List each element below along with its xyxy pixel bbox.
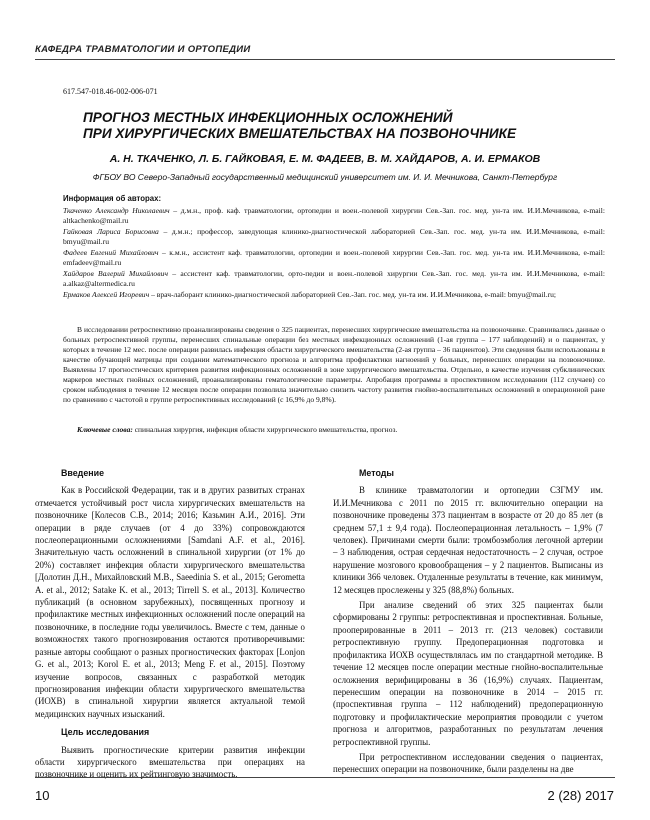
abstract (63, 325, 605, 405)
goal-paragraph: Выявить прогностические критерии развития инфекции области хирургического вмешательства при операциях на позвоночнике и оценить их рейтинговую значимость. (35, 744, 305, 780)
author-name: Фадеев Евгений Михайлович (63, 247, 159, 257)
intro-paragraph: Как в Российской Федерации, так и в других развитых странах отмечается устойчивый рост числа хирургических вмешательств на позвоночнике [Колесов С.В., 2014; 2016; Казьмин А.И., 2016]. Эти операции в ряде случаев (от 4 до 33%) сопровождаются послеоперационными осложнениями [Samdani A.F. et al., 2016]. Значительную часть осложнений в спинальной хирургии (от 1% до 20%) составляет инфекция области хирургического вмешательства [Долотин Д.Н., Михайловский М.В., Saeedinia S. et al., 2015; Gerometta A. et al., 2012; Satake K. et al., 2013; Tirrell S. et al., 2013]. Количество публикаций (в основном зарубежных), посвященных прогнозу и профилактике местных инфекционных осложнений после операций на позвоночнике, в последние годы увеличилось. Вместе с тем, данные о возможностях такого прогнозирования остаются противоречивыми: разные авторы сообщают о разных прогностических факторах [Lonjon G. et al., 2013; Korol E. et al., 2013; Meng F. et al., 2015]. Поэтому изучение вопросов, связанных с разработкой методик прогнозирования инфекции области хирургического вмешательства (ИОХВ) в спинальной хирургии является актуальной темой медицинских научных изысканий. (35, 485, 305, 719)
left-column (35, 467, 305, 784)
intro-heading: Введение (61, 468, 105, 478)
author-name: Хайдаров Валерий Михайлович (63, 268, 168, 278)
methods-paragraph-3: При ретроспективном исследовании сведения о пациентах, перенесших операции на позвоночнике, были разделены на две (333, 751, 603, 775)
author-info-heading: Информация об авторах: (63, 194, 162, 203)
author-details: – к.м.н., ассистент каф. травматологии, ортопедии и воен.-полевой хирургии Сев.-Зап. гос. мед. ун-та им. И.И.Мечникова, e-mail: emfadeev@mail.ru (63, 247, 605, 267)
author-name: Ткаченко Александр Николаевич (63, 205, 170, 215)
author-info-item (63, 206, 605, 227)
page-number: 10 (35, 788, 50, 803)
keywords-label: Ключевые слова: (77, 425, 133, 434)
author-name: Ермаков Алексей Игоревич (63, 289, 150, 299)
udc-code: 617.547-018.46-002-006-071 (63, 87, 158, 96)
journal-section-header: КАФЕДРА ТРАВМАТОЛОГИИ И ОРТОПЕДИИ (35, 44, 251, 55)
issue-number: 2 (28) 2017 (547, 788, 614, 803)
methods-paragraph-2: При анализе сведений об этих 325 пациентах были сформированы 2 группы: ретроспективная и проспективная. Больные, прооперированные в 2011 – 2013 гг. (213 человек) составили ретроспективную группу. Предоперационная подготовка и профилактика ИОХВ осуществлялась им по стандартной методике. В течение 12 месяцев после операции местные гнойно-воспалительные осложнения верифицированы в 36 (16,9%) случаях. Пациентам, перенесшим операции на позвоночнике в 2014 – 2015 гг. (проспективная группа – 112 наблюдений) предоперационную подготовку и профилактические мероприятия проводили с учетом прогноза и алгоритмов, разработанных по результатам лечения ретроспективной группы. (333, 600, 603, 747)
author-details: – д.м.н.; профессор, заведующая клинико-диагностической лабораторией Сев.-Зап. гос. мед. ун-та им. И.И.Мечникова, e-mail: bmyu@mail.ru (63, 226, 605, 246)
methods-heading: Методы (359, 468, 394, 478)
right-column (333, 467, 603, 779)
author-name: Гайковая Лариса Борисовна (63, 226, 159, 236)
title-line-1: ПРОГНОЗ МЕСТНЫХ ИНФЕКЦИОННЫХ ОСЛОЖНЕНИЙ (83, 110, 453, 125)
author-info-item (63, 269, 605, 290)
abstract-text: В исследовании ретроспективно проанализированы сведения о 325 пациентах, перенесших хирургические вмешательства на позвоночнике. Сравнивались данные о больных ретроспективной группы, перенесших спинальные операции без местных инфекционных осложнений (1-ая группа – 177 наблюдений) и о пациентах, у которых в течение 12 мес. после операции развилась инфекция области хирургического вмешательства (2-ая группа – 36 пациентов). Эти сведения были использованы в качестве обучающей матрицы при создании математического прогноза и алгоритма профилактики нагноений у больных, перенесших операции на позвоночнике. Выявлены 17 прогностических критериев развития инфекционных осложнений в зоне хирургического вмешательства. Отдельно, в качестве изучения субклинических маркеров местных гнойных осложнений, проанализированы гематологические параметры. Апробация программы в проспективном исследовании (112 случаев) со сроком наблюдения в течение 12 месяцев после операции позволила значительно снизить частоту развития гнойно-воспалительных осложнений в операционной ране по сравнению с частотой в группе ретроспективных исследований (с 16,9% до 9,8%). (63, 325, 605, 404)
author-info-item (63, 248, 605, 269)
goal-heading: Цель исследования (61, 727, 150, 738)
header-divider (35, 59, 615, 60)
article-title (83, 110, 583, 142)
article-institution: ФГБОУ ВО Северо-Западный государственный медицинский университет им. И. И. Мечникова, Санкт-Петербург (92, 172, 558, 182)
author-details: – д.м.н., проф. каф. травматологии, ортопедии и воен.-полевой хирургии Сев.-Зап. гос. мед. ун-та им. И.И.Мечникова, e-mail: altkachenko@mail.ru (63, 205, 605, 225)
title-line-2: ПРИ ХИРУРГИЧЕСКИХ ВМЕШАТЕЛЬСТВАХ НА ПОЗВОНОЧНИКЕ (83, 126, 517, 141)
footer-divider (35, 777, 615, 778)
keywords (63, 425, 605, 435)
author-info-item (63, 227, 605, 248)
keywords-text: спинальная хирургия, инфекция области хирургического вмешательства, прогноз. (132, 425, 398, 434)
author-info (63, 194, 605, 300)
article-authors: А. Н. ТКАЧЕНКО, Л. Б. ГАЙКОВАЯ, Е. М. ФАДЕЕВ, В. М. ХАЙДАРОВ, А. И. ЕРМАКОВ (109, 153, 541, 165)
author-details: – ассистент каф. травматологии, орто-педии и воен.-полевой хирургии Сев.-Зап. гос. мед. ун-та им. И.И.Мечникова, e-mail: a.alkaz@altermedica.ru (63, 268, 605, 288)
author-info-item (63, 290, 605, 301)
methods-paragraph-1: В клинике травматологии и ортопедии СЗГМУ им. И.И.Мечникова с 2011 по 2015 гг. включительно операции на позвоночнике проведены 373 пациентам в возрасте от 20 до 85 лет (в среднем 57,1 ± 9,4 года). Послеоперационная летальность – 1,9% (7 человек). Причинами смерти были: тромбоэмболия легочной артерии – 3 наблюдения, острая сердечная недостаточность – 2 случая, острое нарушение мозгового кровообращения – у 2 пациентов. Выписаны из клиники 366 человек. Отдаленные результаты в течение, как минимум, 12 месяцев прослежены у 325 (88,8%) больных. (333, 485, 603, 595)
author-details: – врач-лаборант клинико-диагностической лабораторией Сев.-Зап. гос. мед. ун-та им. И.И.Мечникова, e-mail: bmyu@mail.ru; (149, 289, 557, 299)
